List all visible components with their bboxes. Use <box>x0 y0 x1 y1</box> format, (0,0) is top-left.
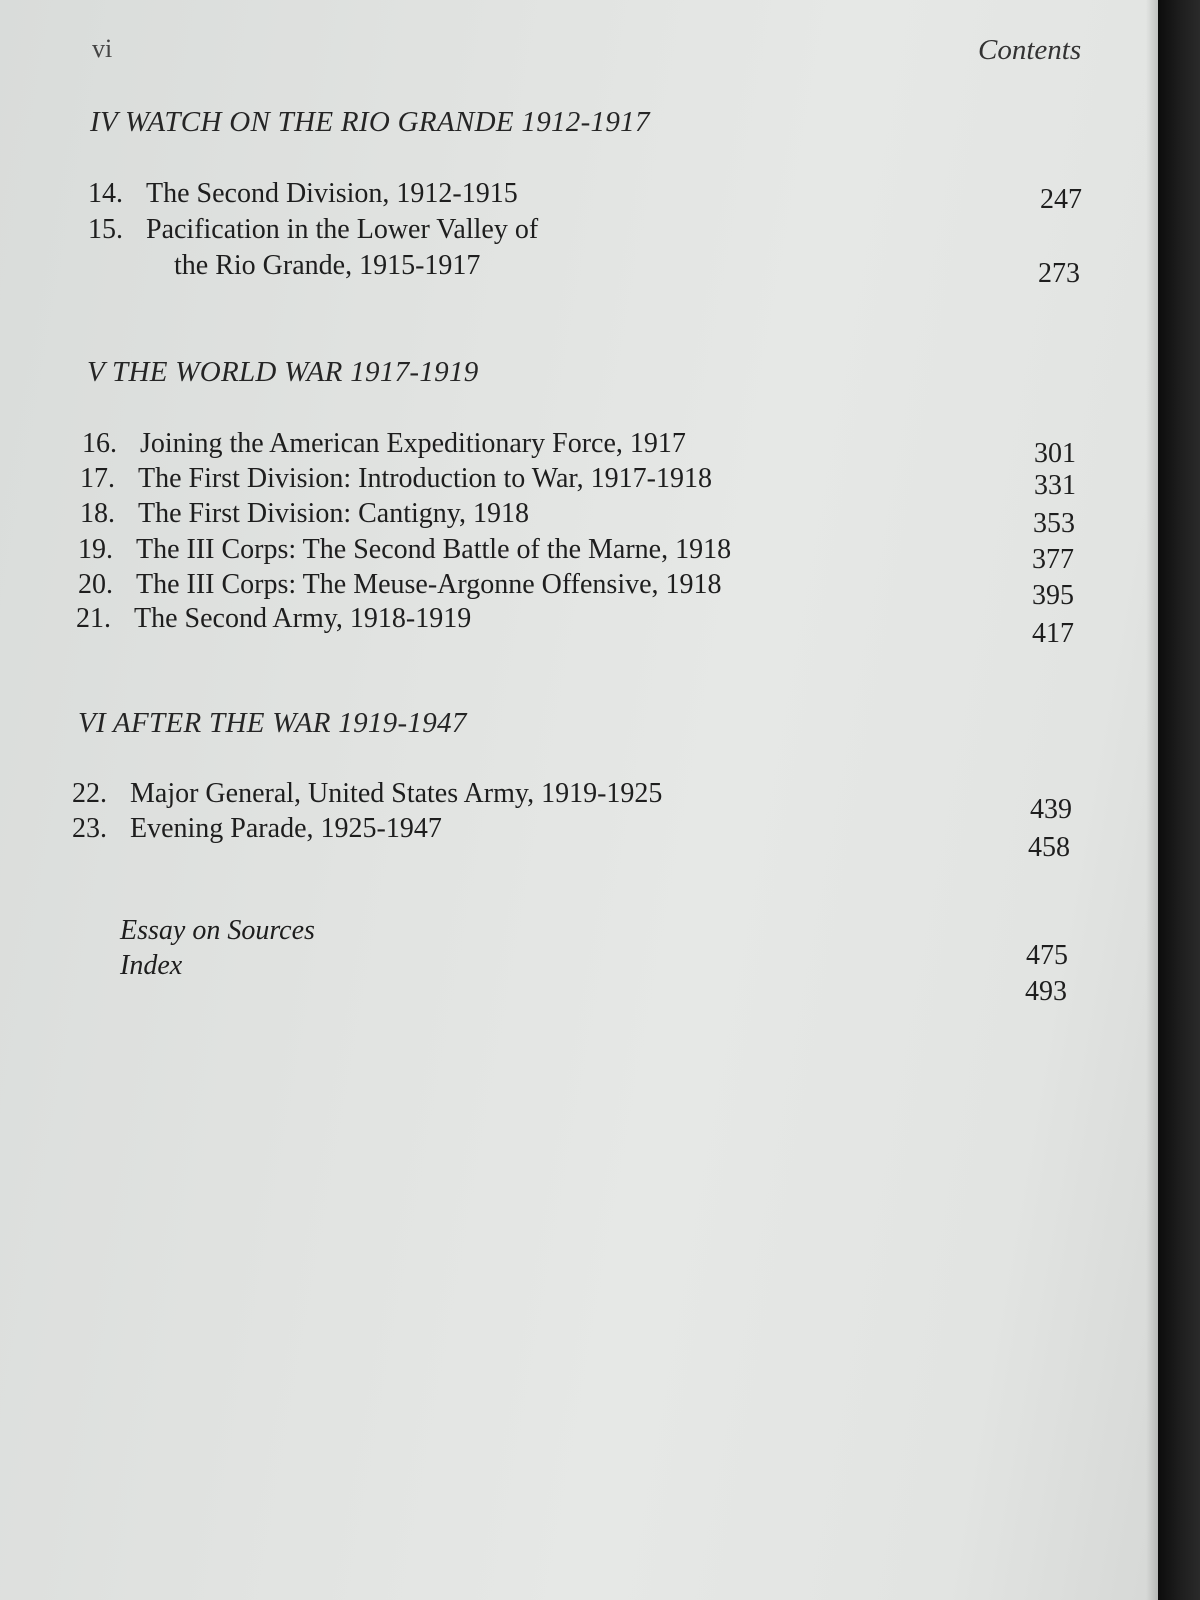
toc-page-essay-on-sources: 475 <box>1026 940 1068 971</box>
chapter-title: The III Corps: The Second Battle of the Marne, 1918 <box>136 534 732 565</box>
toc-entry-21[interactable] <box>76 603 471 635</box>
chapter-number: 17. <box>80 463 115 494</box>
chapter-title: The Second Army, 1918-1919 <box>134 603 472 634</box>
chapter-number: 21. <box>76 603 111 634</box>
toc-page-20: 395 <box>1032 580 1074 611</box>
chapter-title: Pacification in the Lower Valley of <box>146 214 539 245</box>
page-gutter-shadow <box>1146 0 1158 1600</box>
chapter-number: 15. <box>88 214 123 245</box>
chapter-number: 18. <box>80 498 115 529</box>
toc-entry-19[interactable] <box>78 534 731 566</box>
toc-page-15: 273 <box>1038 258 1080 289</box>
toc-entry-14[interactable] <box>88 178 518 210</box>
chapter-title: The First Division: Introduction to War, 1917-1918 <box>138 463 712 494</box>
part-title-iv: IV WATCH ON THE RIO GRANDE 1912-1917 <box>90 106 650 138</box>
chapter-title: The First Division: Cantigny, 1918 <box>138 498 529 529</box>
toc-entry-index[interactable]: Index <box>120 950 183 981</box>
toc-page-index: 493 <box>1025 976 1067 1007</box>
chapter-title: The Second Division, 1912-1915 <box>146 178 518 209</box>
toc-page-17: 331 <box>1034 470 1076 501</box>
chapter-title: Joining the American Expeditionary Force, 1917 <box>140 428 686 459</box>
toc-page-22: 439 <box>1030 794 1072 825</box>
toc-entry-15[interactable] <box>88 214 538 246</box>
chapter-number: 14. <box>88 178 123 209</box>
chapter-title: Major General, United States Army, 1919-1925 <box>130 778 663 809</box>
toc-page-18: 353 <box>1033 508 1075 539</box>
toc-entry-16[interactable] <box>82 428 686 460</box>
toc-entry-18[interactable] <box>80 498 529 530</box>
toc-entry-20[interactable] <box>78 569 722 601</box>
book-spine-edge <box>1158 0 1200 1600</box>
chapter-number: 19. <box>78 534 113 565</box>
chapter-title: Evening Parade, 1925-1947 <box>130 813 442 844</box>
chapter-number: 20. <box>78 569 113 600</box>
running-head-section: Contents <box>978 34 1082 66</box>
part-title-vi: VI AFTER THE WAR 1919-1947 <box>78 707 467 739</box>
toc-entry-22[interactable] <box>72 778 662 810</box>
toc-page-23: 458 <box>1028 832 1070 863</box>
chapter-number: 22. <box>72 778 107 809</box>
toc-page-16: 301 <box>1034 438 1076 469</box>
part-title-v: V THE WORLD WAR 1917-1919 <box>87 356 479 388</box>
toc-entry-23[interactable] <box>72 813 442 845</box>
chapter-number: 16. <box>82 428 117 459</box>
toc-entry-17[interactable] <box>80 463 712 495</box>
toc-page-21: 417 <box>1032 618 1074 649</box>
chapter-title: The III Corps: The Meuse-Argonne Offensive, 1918 <box>136 569 722 600</box>
toc-entry-15-continuation: the Rio Grande, 1915-1917 <box>174 250 481 281</box>
toc-page-14: 247 <box>1040 184 1082 215</box>
toc-page-19: 377 <box>1032 544 1074 575</box>
running-head-page-number: vi <box>92 34 113 63</box>
chapter-number: 23. <box>72 813 107 844</box>
toc-entry-essay-on-sources[interactable]: Essay on Sources <box>120 915 315 946</box>
